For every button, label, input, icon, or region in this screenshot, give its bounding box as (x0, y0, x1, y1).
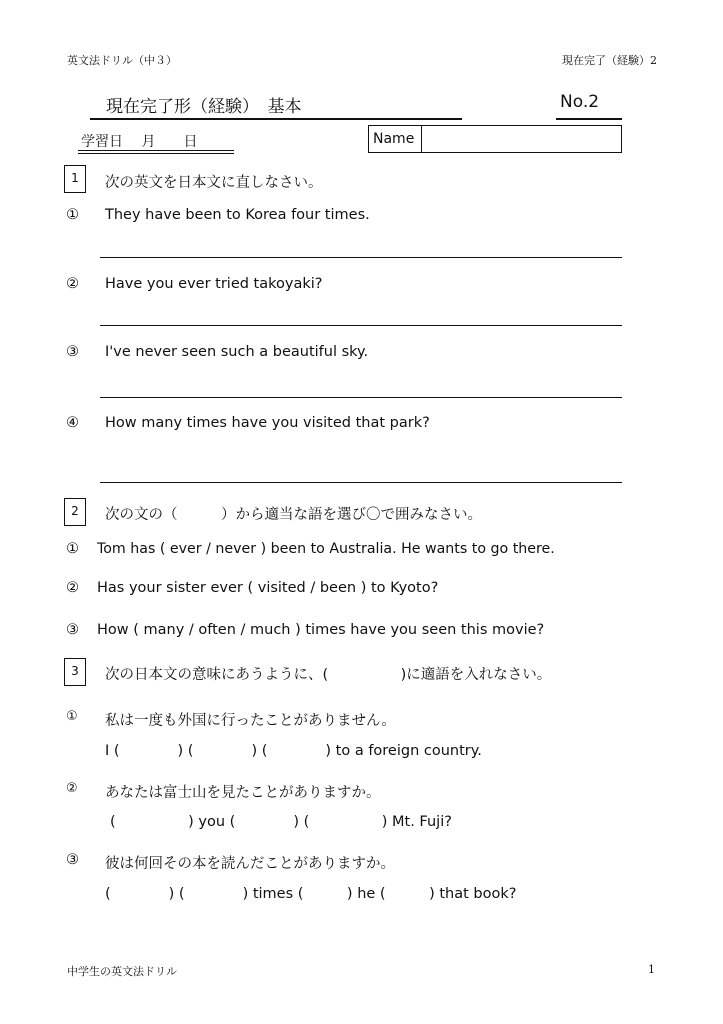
s1-q2-text: Have you ever tried takoyaki? (105, 276, 323, 292)
s2-q2-text: Has your sister ever ( visited / been ) to Kyoto? (97, 580, 439, 596)
s2-q1-mark: ① (66, 541, 79, 557)
s1-q2-answer-line[interactable] (100, 325, 622, 326)
date-underline-1 (78, 150, 234, 151)
s1-q3-text: I've never seen such a beautiful sky. (105, 344, 369, 360)
number-underline (556, 118, 622, 120)
title-underline (90, 118, 462, 120)
date-label: 学習日 月 日 (81, 134, 198, 150)
s2-q2-mark: ② (66, 580, 79, 596)
s2-q1-text: Tom has ( ever / never ) been to Australia. He wants to go there. (97, 541, 555, 557)
s1-q2-mark: ② (66, 276, 79, 292)
page-number-label: No.2 (560, 92, 600, 112)
s3-q3-mark: ③ (66, 852, 79, 868)
s1-q1-answer-line[interactable] (100, 257, 622, 258)
section3-number: 3 (71, 664, 79, 678)
footer-page-number: 1 (648, 963, 655, 976)
name-label: Name (373, 131, 415, 147)
s2-q3-text: How ( many / often / much ) times have you seen this movie? (97, 622, 545, 638)
s1-q3-answer-line[interactable] (100, 397, 622, 398)
header-right: 現在完了（経験）2 (562, 54, 657, 67)
section2-instruction: 次の文の（ ）から適当な語を選び〇で囲みなさい。 (105, 507, 482, 523)
s3-q2-jp: あなたは富士山を見たことがありますか。 (105, 785, 381, 801)
section1-number: 1 (71, 171, 79, 185)
s3-q2-mark: ② (66, 781, 78, 796)
s3-q1-jp: 私は一度も外国に行ったことがありません。 (105, 713, 396, 729)
header-left: 英文法ドリル（中３） (67, 54, 177, 67)
footer-left: 中学生の英文法ドリル (67, 965, 177, 978)
s3-q2-en: ( ) you ( ) ( ) Mt. Fuji? (110, 814, 452, 830)
section2-number: 2 (71, 504, 79, 518)
s1-q1-mark: ① (66, 207, 79, 223)
section3-instruction: 次の日本文の意味にあうように、( )に適語を入れなさい。 (105, 667, 552, 683)
s1-q4-text: How many times have you visited that park? (105, 415, 430, 431)
date-underline-2 (78, 153, 234, 154)
page-title: 現在完了形（経験） 基本 (106, 97, 302, 117)
section1-instruction: 次の英文を日本文に直しなさい。 (105, 175, 323, 191)
s1-q3-mark: ③ (66, 344, 79, 360)
s1-q4-answer-line[interactable] (100, 482, 622, 483)
s3-q1-mark: ① (66, 709, 78, 724)
s3-q3-jp: 彼は何回その本を読んだことがありますか。 (105, 856, 395, 872)
s1-q1-text: They have been to Korea four times. (105, 207, 370, 223)
s2-q3-mark: ③ (66, 622, 79, 638)
s3-q1-en: I ( ) ( ) ( ) to a foreign country. (105, 743, 482, 759)
s3-q3-en: ( ) ( ) times ( ) he ( ) that book? (105, 886, 517, 902)
s1-q4-mark: ④ (66, 415, 79, 431)
